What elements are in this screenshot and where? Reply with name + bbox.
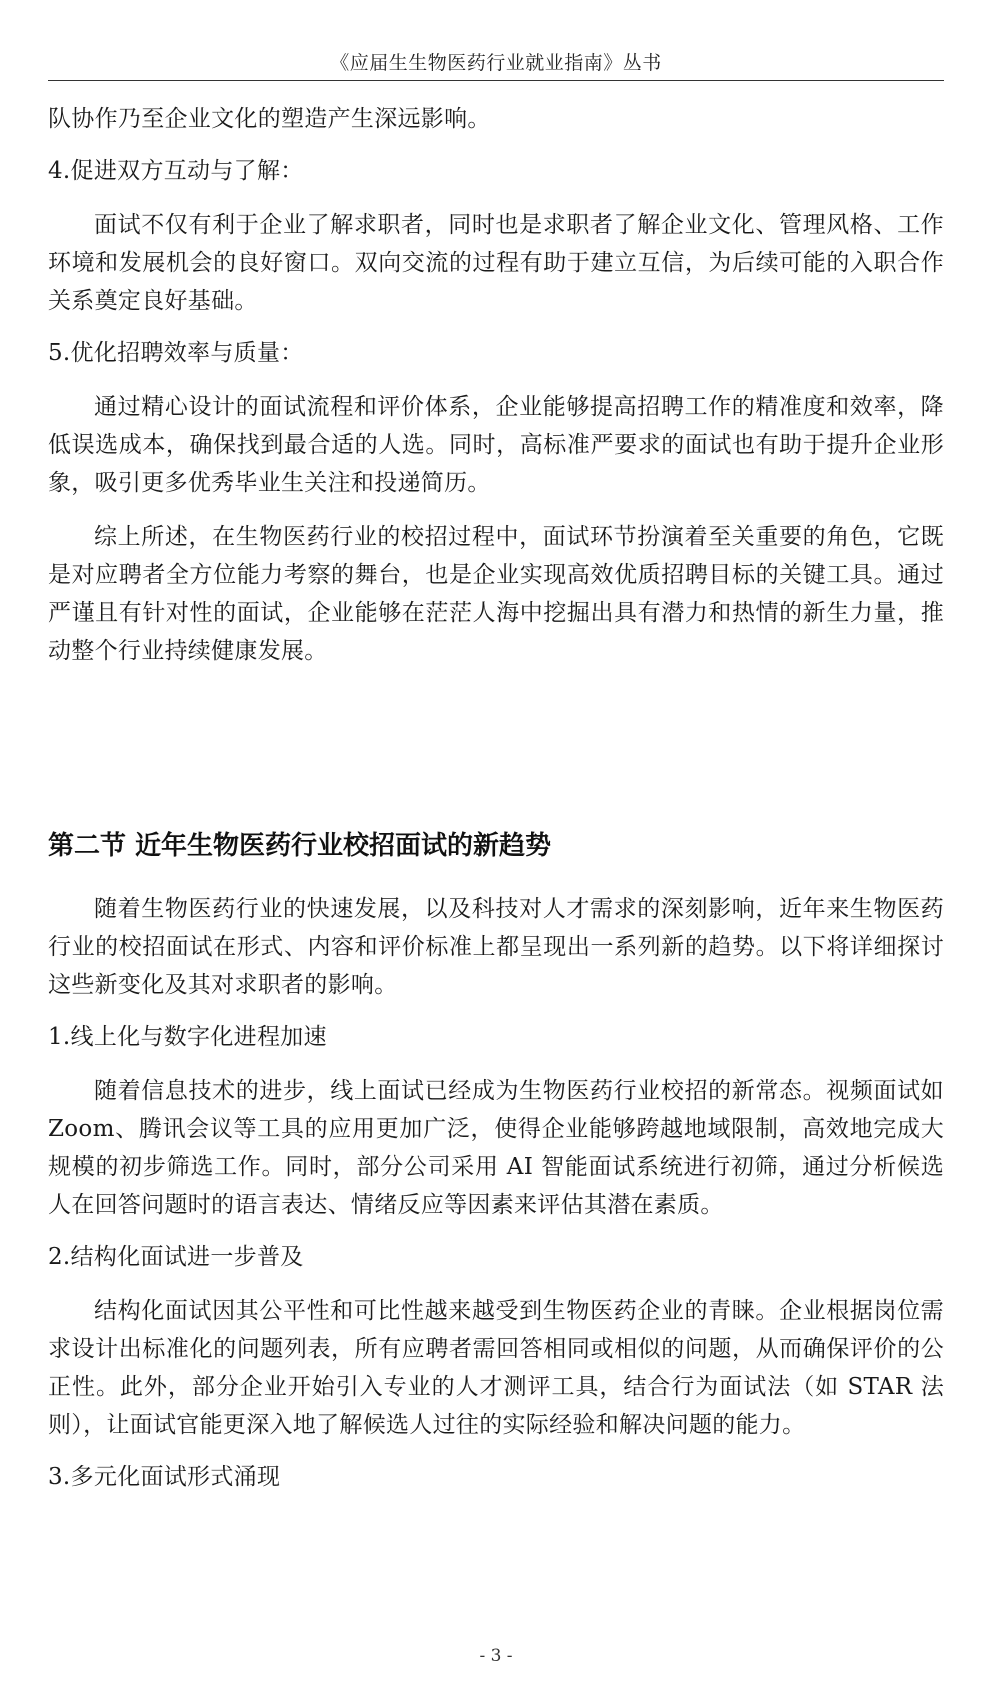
paragraph-summary: 综上所述，在生物医药行业的校招过程中，面试环节扮演着至关重要的角色，它既是对应聘者全方位能力考察的舞台，也是企业实现高效优质招聘目标的关键工具。通过严谨且有针对性的面试，企业能够在茫茫人海中挖掘出具有潜力和热情的新生力量，推动整个行业持续健康发展。 bbox=[48, 524, 944, 664]
paragraph-item-5: 通过精心设计的面试流程和评价体系，企业能够提高招聘工作的精准度和效率，降低误选成本，确保找到最合适的人选。同时，高标准严要求的面试也有助于提升企业形象，吸引更多优秀毕业生关注和投递简历。 bbox=[48, 394, 944, 496]
page-number: - 3 - bbox=[479, 1646, 513, 1666]
trend-heading-1: 1.线上化与数字化进程加速 bbox=[48, 1024, 327, 1050]
paragraph-continuation: 队协作乃至企业文化的塑造产生深远影响。 bbox=[48, 106, 491, 132]
trend-heading-3: 3.多元化面试形式涌现 bbox=[48, 1464, 281, 1490]
section-title: 第二节 近年生物医药行业校招面试的新趋势 bbox=[48, 831, 552, 861]
paragraph-section-intro: 随着生物医药行业的快速发展，以及科技对人才需求的深刻影响，近年来生物医药行业的校招面试在形式、内容和评价标准上都呈现出一系列新的趋势。以下将详细探讨这些新变化及其对求职者的影响。 bbox=[48, 896, 944, 998]
list-heading-5: 5.优化招聘效率与质量： bbox=[48, 340, 304, 366]
running-header: 《应届生生物医药行业就业指南》丛书 bbox=[330, 52, 662, 74]
page-content bbox=[48, 100, 944, 1496]
header-rule bbox=[48, 80, 944, 81]
paragraph-item-4: 面试不仅有利于企业了解求职者，同时也是求职者了解企业文化、管理风格、工作环境和发展机会的良好窗口。双向交流的过程有助于建立互信，为后续可能的入职合作关系奠定良好基础。 bbox=[48, 212, 944, 314]
list-heading-4: 4.促进双方互动与了解： bbox=[48, 158, 304, 184]
paragraph-trend-2: 结构化面试因其公平性和可比性越来越受到生物医药企业的青睐。企业根据岗位需求设计出标准化的问题列表，所有应聘者需回答相同或相似的问题，从而确保评价的公正性。此外，部分企业开始引入专业的人才测评工具，结合行为面试法（如 STAR 法则），让面试官能更深入地了解候选人过往的实际经验和解决问题的能力。 bbox=[48, 1298, 944, 1438]
paragraph-trend-1: 随着信息技术的进步，线上面试已经成为生物医药行业校招的新常态。视频面试如 Zoom、腾讯会议等工具的应用更加广泛，使得企业能够跨越地域限制，高效地完成大规模的初步筛选工作。同时，部分公司采用 AI 智能面试系统进行初筛，通过分析候选人在回答问题时的语言表达、情绪反应等因素来评估其潜在素质。 bbox=[48, 1078, 944, 1218]
trend-heading-2: 2.结构化面试进一步普及 bbox=[48, 1244, 304, 1270]
